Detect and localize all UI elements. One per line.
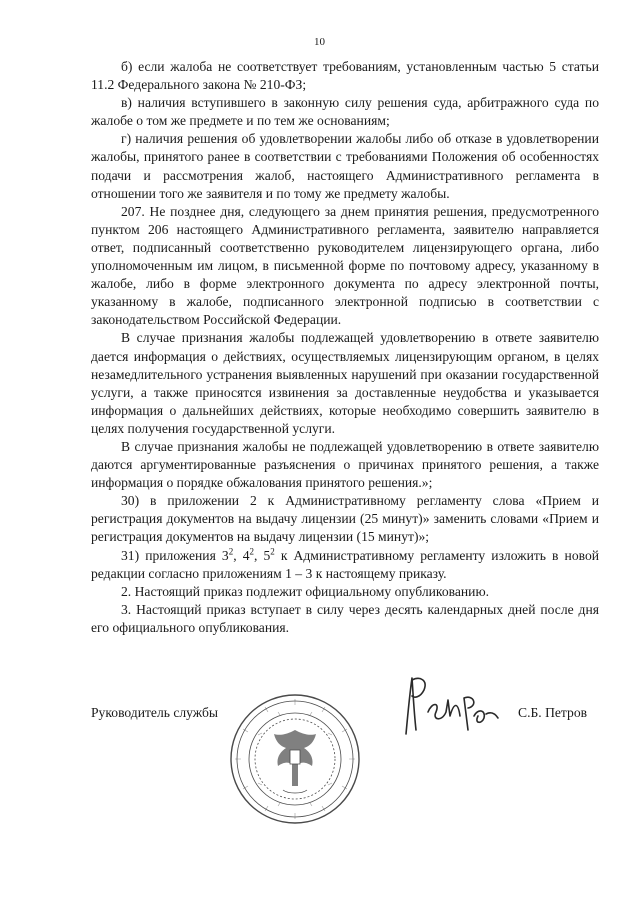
official-seal-icon xyxy=(228,690,363,828)
item31-sup-1: 2 xyxy=(228,546,234,556)
item31-suffix: к Административному регламенту изложить в новой редакции согласно приложениям 1 – 3 к настоящему приказу. xyxy=(91,547,600,581)
paragraph-not-satisfied: В случае признания жалобы не подлежащей удовлетворению в ответе заявителю даются аргументированные разъяснения о причинах принятого решения, а также информация о порядке обжалования принятого решения.»; xyxy=(91,438,599,491)
paragraph-2: 2. Настоящий приказ подлежит официальному опубликованию. xyxy=(121,583,489,599)
paragraph-satisfied: В случае признания жалобы подлежащей удовлетворению в ответе заявителю дается информация о действиях, осуществляемых лицензирующим органом, в целях незамедлительного устранения выявленных нарушений при оказании государственной услуги, а также приносятся извинения за доставленные неудобства и указывается информация о дальнейших действиях, которые необходимо совершить заявителю в целях получения государственной услуги. xyxy=(91,330,599,436)
item31-sep-1: , xyxy=(233,547,243,563)
paragraph-b: б) если жалоба не соответствует требованиям, установленным частью 5 статьи 11.2 Федерального закона № 210-ФЗ; xyxy=(91,59,599,93)
item31-prefix: 31) приложения 3 xyxy=(121,547,229,563)
page-number: 10 xyxy=(314,36,325,48)
signer-title: Руководитель службы xyxy=(91,705,219,720)
item31-n2: 5 xyxy=(263,547,271,563)
paragraph-v: в) наличия вступившего в законную силу решения суда, арбитражного суда по жалобе о том же предмете и по тем же основаниям; xyxy=(91,95,599,129)
item31-n1: 4 xyxy=(242,547,250,563)
paragraph-3: 3. Настоящий приказ вступает в силу через десять календарных дней после дня его официального опубликования. xyxy=(91,601,599,635)
paragraph-207: 207. Не позднее дня, следующего за днем принятия решения, предусмотренного пунктом 206 настоящего Административного регламента, заявителю направляется ответ, подписанный соответственно руководителем лицензирующего органа, либо уполномоченным им лицом, в письменной форме по почтовому адресу, указанному в жалобе, либо в форме электронного документа по адресу электронной почты, указанному в жалобе, подписанного электронной подписью в соответствии с законодательством Российской Федерации. xyxy=(91,203,599,328)
paragraph-g: г) наличия решения об удовлетворении жалобы либо об отказе в удовлетворении жалобы, принятого ранее в соответствии с требованиями Положения об особенностях подачи и рассмотрения жалоб, настоящего Административного регламента в отношении того же заявителя и по тому же предмету жалобы. xyxy=(91,131,599,201)
item31-sep-2: , xyxy=(253,547,264,563)
handwritten-signature xyxy=(398,672,510,742)
item31-sup-2: 2 xyxy=(249,546,254,556)
item31-sup-3: 2 xyxy=(270,546,275,556)
signer-name: С.Б. Петров xyxy=(518,705,588,720)
paragraph-30: 30) в приложении 2 к Административному регламенту слова «Прием и регистрация документов на выдачу лицензии (25 минут)» заменить словами «Прием и регистрация документов на выдачу лицензии (15 минут)»; xyxy=(91,493,599,545)
